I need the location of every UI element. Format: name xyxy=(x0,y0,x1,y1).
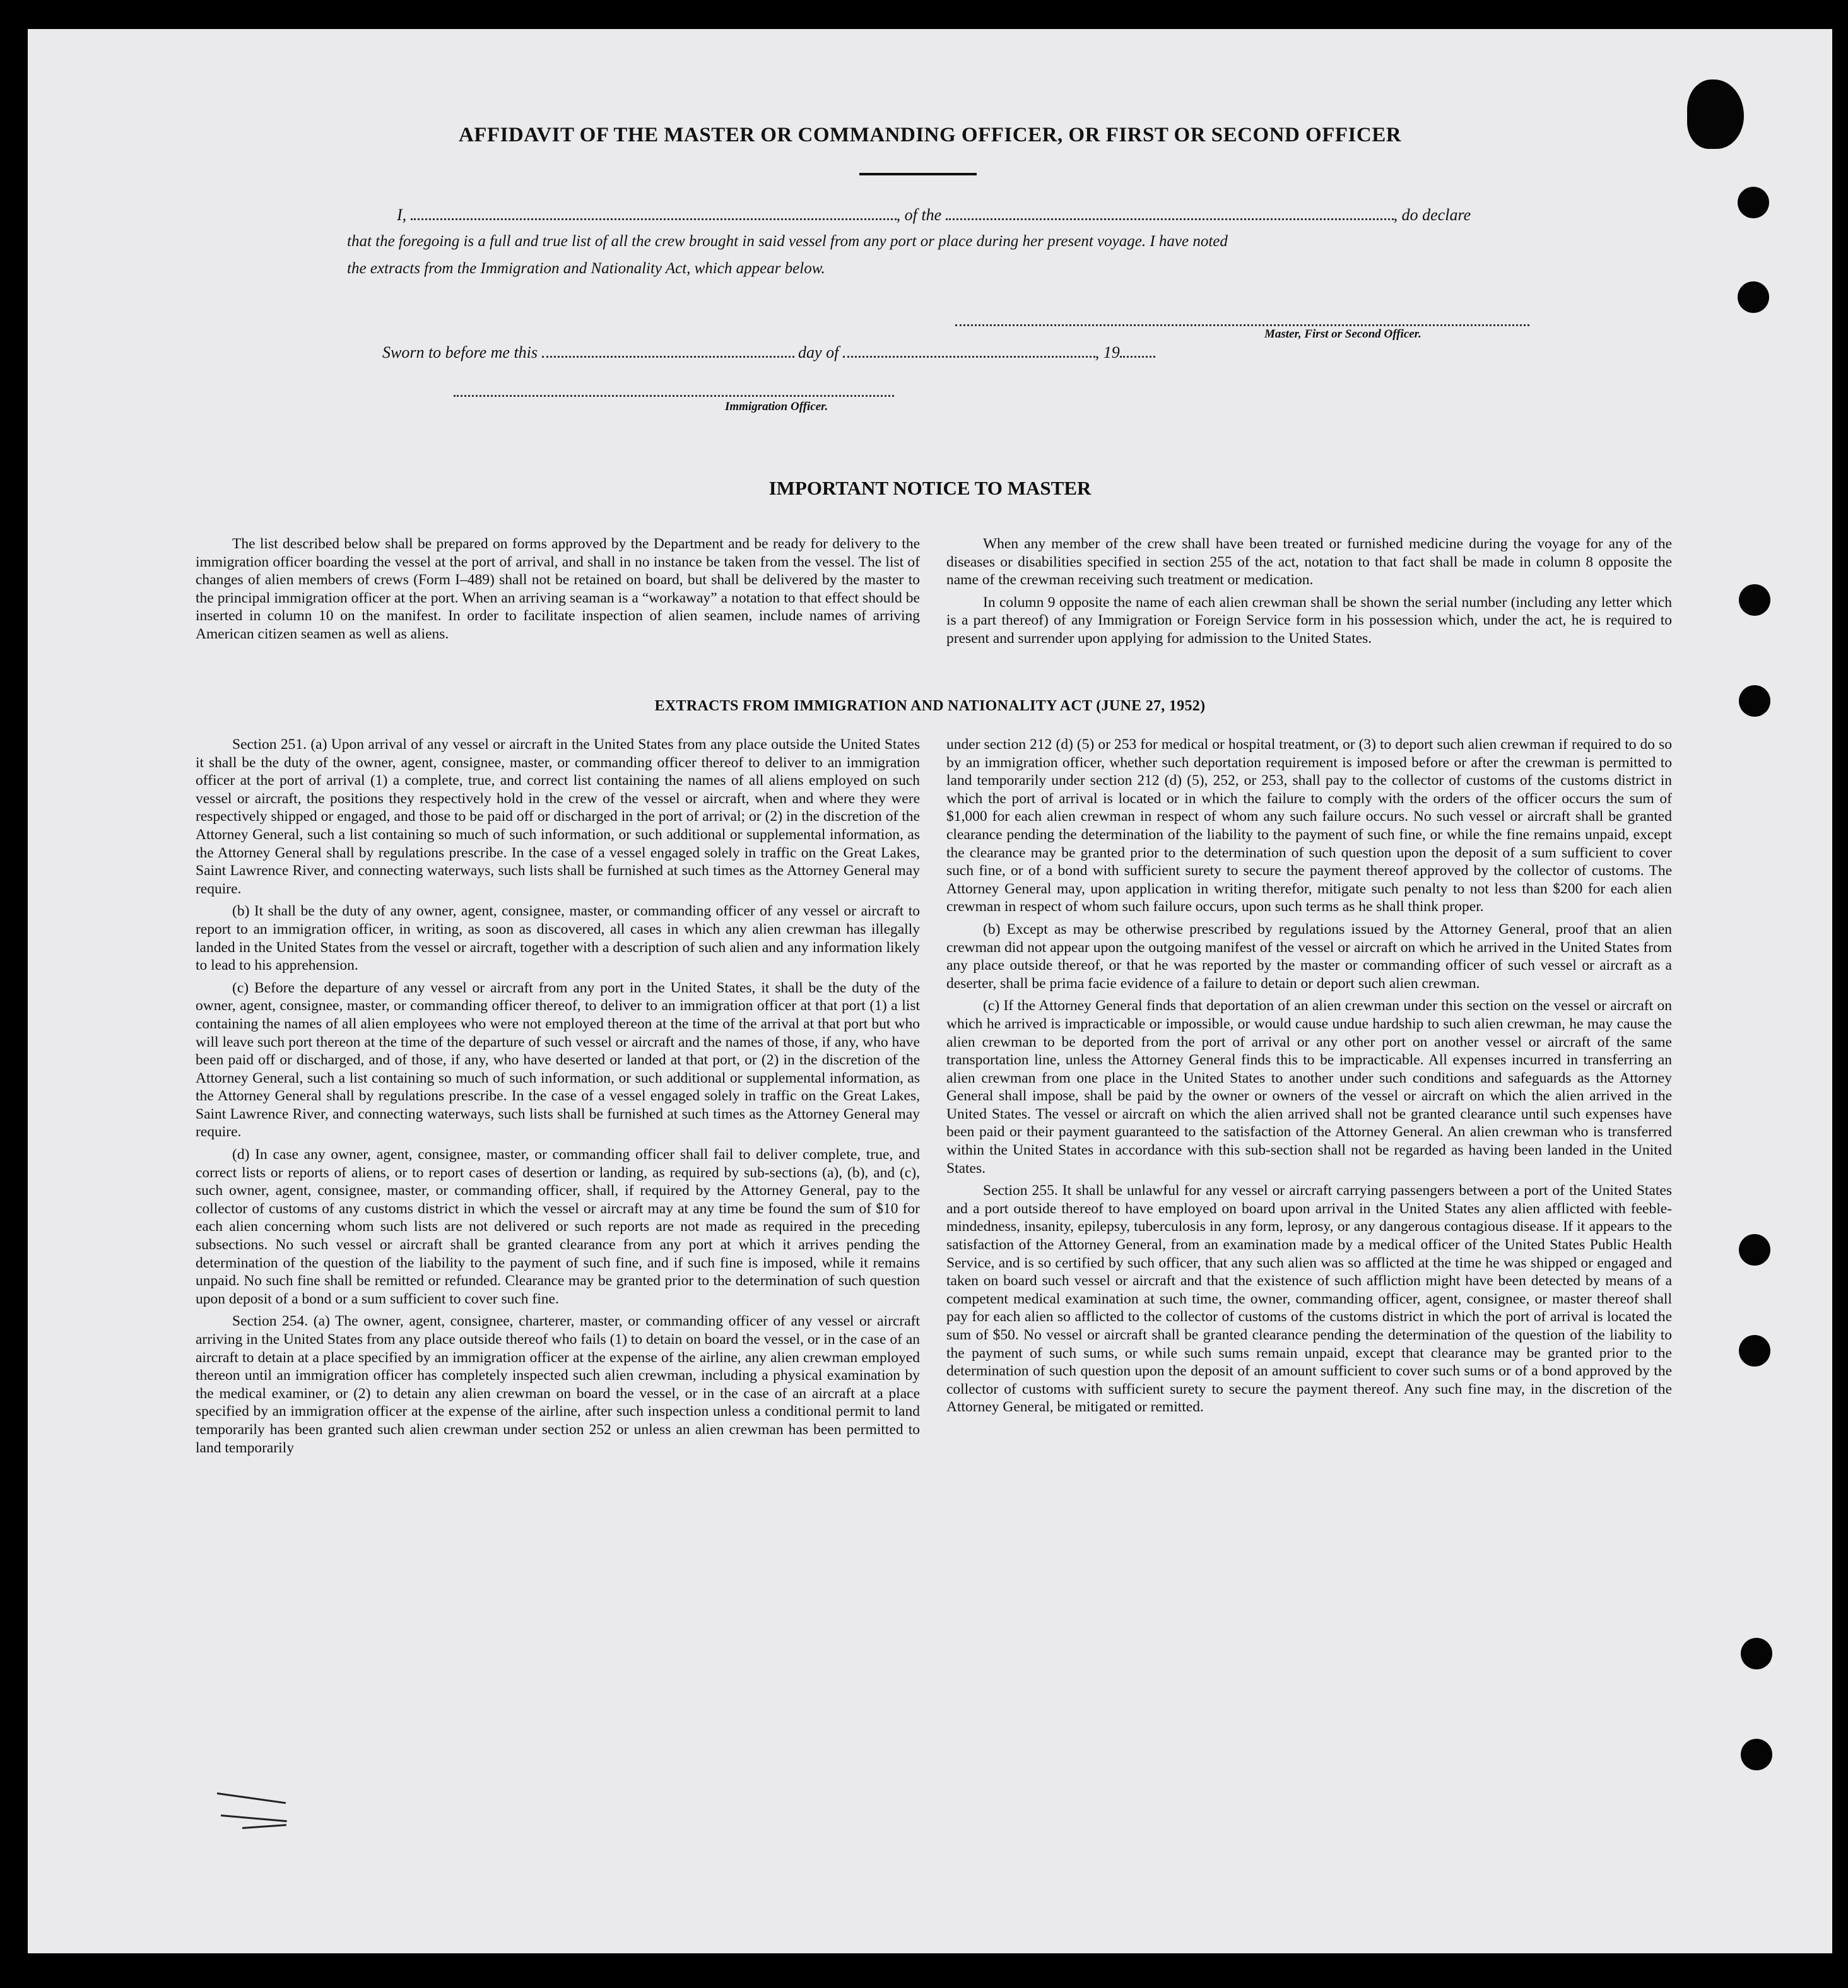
notice-paragraph: In column 9 opposite the name of each alien crewman shall be shown the serial number (including any letter which is a part thereof) of any Immigration or Foreign Service form in his possession which, under the act, he is required to present and surrender upon applying for admission to the United States. xyxy=(946,594,1672,647)
notice-left-column xyxy=(196,535,920,648)
extracts-heading: EXTRACTS FROM IMMIGRATION AND NATIONALITY ACT (JUNE 27, 1952) xyxy=(654,698,1206,714)
act-section-paragraph: Section 254. (a) The owner, agent, consignee, charterer, master, or commanding officer of any vessel or aircraft arriving in the United States from any place outside thereof who fails (1) to detain on board the vessel, or in the case of an aircraft to detain at a place specified by an immigration officer at the expense of the airline, any alien crewman employed thereon until an immigration officer has completely inspected such alien crewman, including a physical examination by the medical examiner, or (2) to detain any alien crewman on board the vessel, or in the case of an aircraft at a place specified by an immigration officer at the expense of the airline, after such inspection unless a conditional permit to land temporarily has been granted such alien crewman under section 252 or unless an alien crewman has been permitted to land temporarily xyxy=(196,1313,920,1456)
punch-hole xyxy=(1739,1234,1770,1266)
vessel-blank xyxy=(946,218,1394,220)
declaration-do-declare: , do declare xyxy=(1393,206,1471,224)
extracts-right-column xyxy=(946,736,1672,1421)
act-section-paragraph: under section 212 (d) (5) or 253 for medical or hospital treatment, or (3) to deport such alien crewman if required to do so by an immigration officer, whether such deportation requirement is imposed before or after the crewman is permitted to land temporarily under section 212 (d) (5), 252, or 253, shall pay to the collector of customs of the customs district in which the port of arrival is located or in which the failure to comply with the orders of the officer occurs the sum of $1,000 for each alien crewman in respect of whom any such failure occurs. No such vessel or aircraft shall be granted clearance pending the determination of the liability to the payment of such fine, or while the fine remains unpaid, except the clearance may be granted prior to the determination of such question upon the deposit of a sum sufficient to cover such fine, or of a bond with sufficient surety to secure the payment thereof approved by the collector of customs. The Attorney General may, upon application in writing therefor, mitigate such penalty to not less than $200 for each alien crewman in respect of whom such failure occurs, upon such terms as he shall think proper. xyxy=(946,736,1672,915)
punch-hole xyxy=(1741,1739,1772,1770)
master-signature-label: Master, First or Second Officer. xyxy=(1264,327,1421,341)
declaration-text-line-2: that the foregoing is a full and true list of all the crew brought in said vessel from any port or place during her present voyage. I have noted xyxy=(347,233,1228,250)
sworn-day-of: day of xyxy=(798,343,839,362)
notice-right-column xyxy=(946,535,1672,652)
name-blank xyxy=(411,218,897,220)
extracts-left-column xyxy=(196,736,920,1461)
title-divider xyxy=(859,173,977,175)
immigration-officer-label: Immigration Officer. xyxy=(725,400,828,413)
immigration-officer-signature-line xyxy=(454,395,894,397)
act-section-paragraph: (b) It shall be the duty of any owner, agent, consignee, master, or commanding officer of any vessel or aircraft to report to an immigration officer, in writing, as soon as discovered, all cases in which any alien crewman has illegally landed in the United States from the vessel or aircraft, together with a description of such alien and any information likely to lead to his apprehension. xyxy=(196,903,920,974)
ink-blot xyxy=(1687,79,1744,149)
act-section-paragraph: (c) Before the departure of any vessel or aircraft from any port in the United States, it shall be the duty of the owner, agent, consignee, master, or commanding officer thereof, to deliver to an immigration officer at that port (1) a list containing the names of all alien employees who were not employed thereon at the time of the arrival at that port but who will leave such port thereon at the time of the departure of such vessel or aircraft and the names of those, if any, who have been paid off or discharged, and of those, if any, who have deserted or landed at that port, or (2) in the discretion of the Attorney General, such a list containing so much of such information, or such additional or supplemental information, as the Attorney General shall by regulations prescribe. In the case of a vessel engaged solely in traffic on the Great Lakes, Saint Lawrence River, and connecting waterways, such lists shall be furnished at such times as the Attorney General may require. xyxy=(196,979,920,1141)
declaration-text-line-3: the extracts from the Immigration and Nationality Act, which appear below. xyxy=(347,260,825,277)
declaration-of-the: , of the xyxy=(896,206,942,224)
punch-hole xyxy=(1739,584,1770,616)
punch-hole xyxy=(1739,1335,1770,1367)
act-section-paragraph: Section 255. It shall be unlawful for any vessel or aircraft carrying passengers between a port of the United States and a port outside thereof to have employed on board upon arrival in the United States any alien afflicted with feeble-mindedness, insanity, epilepsy, tuberculosis in any form, leprosy, or any dangerous contagious disease. If it appears to the satisfaction of the Attorney General, from an examination made by a medical officer of the United States Public Health Service, and is so certified by such officer, that any such alien was so afflicted at the time he was shipped or engaged and taken on board such vessel or aircraft and that the existence of such affliction might have been detected by means of a competent medical examination at such time, the owner, commanding officer, agent, consignee, or master thereof shall pay for each alien so afflicted to the collector of customs of the customs district in which the port of arrival is located the sum of $50. No vessel or aircraft shall be granted clearance pending the determination of the question of the liability to the payment of such sums, or while such sums remain unpaid, except that clearance may be granted prior to the determination of such question upon the deposit of an amount sufficient to cover such sums or of a bond approved by the collector of customs with sufficient surety to secure the payment thereof. Any such fine may, in the discretion of the Attorney General, be mitigated or remitted. xyxy=(946,1182,1672,1416)
declaration-i: I, xyxy=(397,206,407,224)
notice-paragraph: When any member of the crew shall have been treated or furnished medicine during the voyage for any of the diseases or disabilities specified in section 255 of the act, notation to that fact shall be made in column 8 opposite the name of the crewman receiving such treatment or medication. xyxy=(946,536,1672,589)
declaration-line xyxy=(397,206,1471,225)
punch-hole xyxy=(1738,187,1769,218)
pen-mark xyxy=(217,1792,286,1804)
sworn-year-blank xyxy=(1120,355,1155,358)
pen-mark xyxy=(242,1824,286,1829)
act-section-paragraph: (c) If the Attorney General finds that deportation of an alien crewman under this section on the vessel or aircraft on which he arrived is impracticable or impossible, or would cause undue hardship to such alien crewman, he may cause the alien crewman to be deported from the port of arrival or any other port on another vessel or aircraft of the same transportation line, unless the Attorney General finds this to be impracticable. All expenses incurred in transferring an alien crewman from one place in the United States to another under such conditions and safeguards as the Attorney General shall impose, shall be paid by the owner or owners of the vessel or aircraft on which the alien arrived in the United States. The vessel or aircraft on which the alien arrived shall not be granted clearance until such expenses have been paid or their payment guaranteed to the satisfaction of the Attorney General. An alien crewman who is transferred within the United States in accordance with this sub-section shall not be regarded as having been landed in the United States. xyxy=(946,997,1672,1177)
sworn-year-prefix: , 19 xyxy=(1095,343,1120,362)
punch-hole xyxy=(1738,281,1769,313)
act-section-paragraph: Section 251. (a) Upon arrival of any vessel or aircraft in the United States from any place outside the United States it shall be the duty of the owner, agent, consignee, master, or commanding officer thereof to deliver to an immigration officer at the port of arrival (1) a complete, true, and correct list containing the names of all aliens employed on such vessel or aircraft, the positions they respectively hold in the crew of the vessel or aircraft, when and where they were respectively shipped or engaged, and those to be paid off or discharged in the port of arrival; or (2) in the discretion of the Attorney General, such a list containing so much of such information, or such additional or supplemental information, as the Attorney General shall by regulations prescribe. In the case of a vessel engaged solely in traffic on the Great Lakes, Saint Lawrence River, and connecting waterways, such lists shall be furnished at such times as the Attorney General may require. xyxy=(196,736,920,897)
sworn-text: Sworn to before me this xyxy=(382,343,538,362)
sworn-month-blank xyxy=(843,355,1095,358)
sworn-line xyxy=(382,343,1155,362)
act-section-paragraph: (b) Except as may be otherwise prescribed by regulations issued by the Attorney General, proof that an alien crewman did not appear upon the outgoing manifest of the vessel or aircraft on which he arrived in the United States from any place outside thereof, or that he was reported by the master or commanding officer of such vessel or aircraft as a deserter, shall be prima facie evidence of a failure to detain or deport such alien crewman. xyxy=(946,920,1672,992)
notice-paragraph: The list described below shall be prepared on forms approved by the Department and be ready for delivery to the immigration officer boarding the vessel at the port of arrival, and shall in no instance be taken from the vessel. The list of changes of alien members of crews (Form I–489) shall not be retained on board, but shall be delivered by the master to the principal immigration officer at the port. When an arriving seaman is a “workaway” a notation to that effect should be inserted in column 10 on the manifest. In order to facilitate inspection of alien seamen, include names of arriving American citizen seamen as well as aliens. xyxy=(196,536,920,642)
affidavit-title: AFFIDAVIT OF THE MASTER OR COMMANDING OFFICER, OR FIRST OR SECOND OFFICER xyxy=(458,124,1402,146)
pen-mark xyxy=(221,1814,287,1822)
master-signature-line xyxy=(955,324,1529,326)
notice-heading: IMPORTANT NOTICE TO MASTER xyxy=(768,477,1092,499)
sworn-day-blank xyxy=(542,355,794,358)
act-section-paragraph: (d) In case any owner, agent, consignee, master, or commanding officer shall fail to deliver complete, true, and correct lists or reports of aliens, or to report cases of desertion or landing, as required by sub-sections (a), (b), and (c), such owner, agent, consignee, master, or commanding officer, shall, if required by the Attorney General, pay to the collector of customs of any customs district in which the vessel or aircraft may at any time be found the sum of $10 for each alien concerning whom such lists are not delivered or such reports are not made as required in the preceding subsections. No such vessel or aircraft shall be granted clearance from any port at which it arrives pending the determination of the question of the liability to the payment of such fine, and if such fine is imposed, while it remains unpaid. No such fine shall be remitted or refunded. Clearance may be granted prior to the determination of such question upon deposit of a bond or a sum sufficient to cover such fine. xyxy=(196,1146,920,1307)
punch-hole xyxy=(1741,1638,1772,1669)
document-page xyxy=(28,29,1832,1953)
punch-hole xyxy=(1739,685,1770,717)
